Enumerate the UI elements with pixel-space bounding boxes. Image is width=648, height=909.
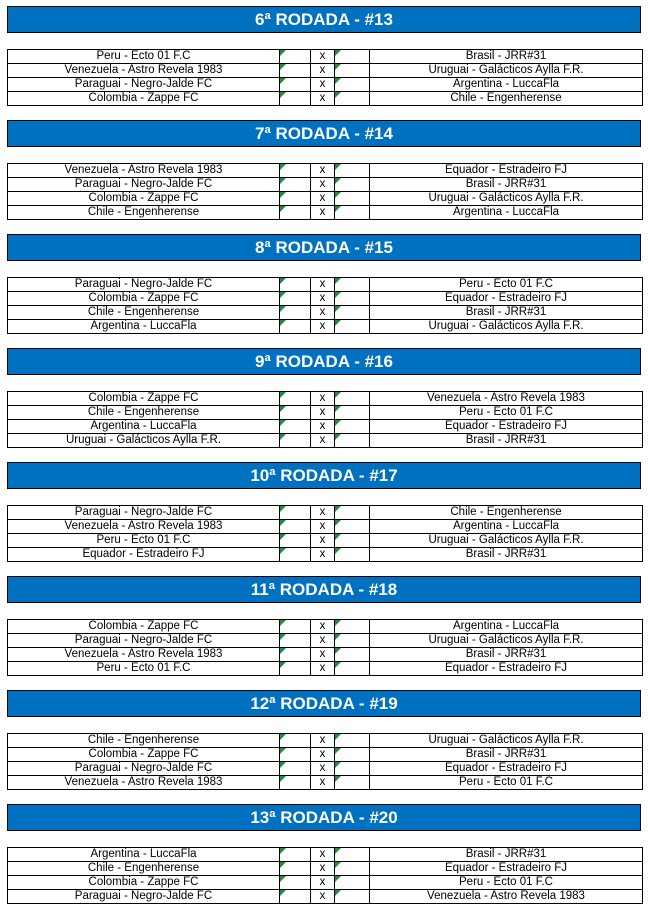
versus-cell: x bbox=[311, 548, 335, 562]
versus-cell: x bbox=[311, 306, 335, 320]
versus-cell: x bbox=[311, 50, 335, 64]
match-row bbox=[8, 634, 643, 648]
away-score-cell[interactable] bbox=[335, 164, 370, 178]
away-team-cell: Argentina - LuccaFla bbox=[370, 620, 643, 634]
match-row bbox=[8, 392, 643, 406]
home-score-cell[interactable] bbox=[280, 748, 311, 762]
home-team-cell: Venezuela - Astro Revela 1983 bbox=[8, 520, 280, 534]
away-score-cell[interactable] bbox=[335, 392, 370, 406]
versus-cell: x bbox=[311, 278, 335, 292]
versus-cell: x bbox=[311, 534, 335, 548]
away-team-cell: Brasil - JRR#31 bbox=[370, 178, 643, 192]
home-score-cell[interactable] bbox=[280, 278, 311, 292]
away-score-cell[interactable] bbox=[335, 50, 370, 64]
match-row bbox=[8, 520, 643, 534]
away-team-cell: Equador - Estradeiro FJ bbox=[370, 762, 643, 776]
home-score-cell[interactable] bbox=[280, 92, 311, 106]
away-score-cell[interactable] bbox=[335, 890, 370, 904]
home-score-cell[interactable] bbox=[280, 762, 311, 776]
home-score-cell[interactable] bbox=[280, 392, 311, 406]
home-team-cell: Chile - Engenherense bbox=[8, 862, 280, 876]
away-score-cell[interactable] bbox=[335, 634, 370, 648]
round-title: 6ª RODADA - #13 bbox=[7, 6, 641, 33]
away-score-cell[interactable] bbox=[335, 620, 370, 634]
away-team-cell: Uruguai - Galácticos Aylla F.R. bbox=[370, 734, 643, 748]
home-score-cell[interactable] bbox=[280, 178, 311, 192]
versus-cell: x bbox=[311, 890, 335, 904]
home-team-cell: Argentina - LuccaFla bbox=[8, 848, 280, 862]
away-score-cell[interactable] bbox=[335, 320, 370, 334]
home-team-cell: Argentina - LuccaFla bbox=[8, 320, 280, 334]
matches-table bbox=[7, 49, 643, 106]
versus-cell: x bbox=[311, 164, 335, 178]
home-team-cell: Colombia - Zappe FC bbox=[8, 392, 280, 406]
away-score-cell[interactable] bbox=[335, 762, 370, 776]
home-team-cell: Paraguai - Negro-Jalde FC bbox=[8, 506, 280, 520]
away-team-cell: Peru - Ecto 01 F.C bbox=[370, 406, 643, 420]
match-row bbox=[8, 762, 643, 776]
home-team-cell: Paraguai - Negro-Jalde FC bbox=[8, 178, 280, 192]
home-score-cell[interactable] bbox=[280, 734, 311, 748]
away-team-cell: Venezuela - Astro Revela 1983 bbox=[370, 890, 643, 904]
away-score-cell[interactable] bbox=[335, 92, 370, 106]
versus-cell: x bbox=[311, 620, 335, 634]
home-team-cell: Paraguai - Negro-Jalde FC bbox=[8, 762, 280, 776]
away-team-cell: Argentina - LuccaFla bbox=[370, 520, 643, 534]
home-score-cell[interactable] bbox=[280, 776, 311, 790]
match-row bbox=[8, 662, 643, 676]
versus-cell: x bbox=[311, 64, 335, 78]
away-team-cell: Uruguai - Galácticos Aylla F.R. bbox=[370, 534, 643, 548]
home-team-cell: Venezuela - Astro Revela 1983 bbox=[8, 64, 280, 78]
versus-cell: x bbox=[311, 876, 335, 890]
match-row bbox=[8, 64, 643, 78]
home-team-cell: Venezuela - Astro Revela 1983 bbox=[8, 648, 280, 662]
home-score-cell[interactable] bbox=[280, 434, 311, 448]
home-score-cell[interactable] bbox=[280, 534, 311, 548]
home-score-cell[interactable] bbox=[280, 648, 311, 662]
away-score-cell[interactable] bbox=[335, 734, 370, 748]
home-team-cell: Argentina - LuccaFla bbox=[8, 420, 280, 434]
away-score-cell[interactable] bbox=[335, 862, 370, 876]
home-team-cell: Peru - Ecto 01 F.C bbox=[8, 662, 280, 676]
match-row bbox=[8, 862, 643, 876]
away-team-cell: Brasil - JRR#31 bbox=[370, 648, 643, 662]
versus-cell: x bbox=[311, 420, 335, 434]
versus-cell: x bbox=[311, 520, 335, 534]
round-title: 12ª RODADA - #19 bbox=[7, 690, 641, 717]
away-score-cell[interactable] bbox=[335, 534, 370, 548]
match-row bbox=[8, 890, 643, 904]
away-team-cell: Brasil - JRR#31 bbox=[370, 548, 643, 562]
home-score-cell[interactable] bbox=[280, 662, 311, 676]
away-team-cell: Brasil - JRR#31 bbox=[370, 848, 643, 862]
match-row bbox=[8, 178, 643, 192]
away-score-cell[interactable] bbox=[335, 278, 370, 292]
match-row bbox=[8, 748, 643, 762]
match-row bbox=[8, 420, 643, 434]
match-row bbox=[8, 406, 643, 420]
away-score-cell[interactable] bbox=[335, 548, 370, 562]
match-row bbox=[8, 92, 643, 106]
home-team-cell: Peru - Ecto 01 F.C bbox=[8, 534, 280, 548]
match-row bbox=[8, 648, 643, 662]
home-team-cell: Colombia - Zappe FC bbox=[8, 876, 280, 890]
home-score-cell[interactable] bbox=[280, 634, 311, 648]
versus-cell: x bbox=[311, 762, 335, 776]
home-score-cell[interactable] bbox=[280, 862, 311, 876]
match-row bbox=[8, 620, 643, 634]
match-row bbox=[8, 206, 643, 220]
matches-table bbox=[7, 391, 643, 448]
away-team-cell: Uruguai - Galácticos Aylla F.R. bbox=[370, 634, 643, 648]
away-team-cell: Uruguai - Galácticos Aylla F.R. bbox=[370, 320, 643, 334]
matches-table bbox=[7, 277, 643, 334]
away-team-cell: Chile - Engenherense bbox=[370, 92, 643, 106]
away-score-cell[interactable] bbox=[335, 776, 370, 790]
match-row bbox=[8, 848, 643, 862]
match-row bbox=[8, 506, 643, 520]
match-row bbox=[8, 78, 643, 92]
home-team-cell: Venezuela - Astro Revela 1983 bbox=[8, 776, 280, 790]
versus-cell: x bbox=[311, 734, 335, 748]
versus-cell: x bbox=[311, 662, 335, 676]
match-row bbox=[8, 278, 643, 292]
versus-cell: x bbox=[311, 92, 335, 106]
match-row bbox=[8, 192, 643, 206]
versus-cell: x bbox=[311, 178, 335, 192]
matches-table bbox=[7, 847, 643, 904]
away-score-cell[interactable] bbox=[335, 648, 370, 662]
home-score-cell[interactable] bbox=[280, 876, 311, 890]
match-row bbox=[8, 292, 643, 306]
home-team-cell: Peru - Ecto 01 F.C bbox=[8, 50, 280, 64]
home-score-cell[interactable] bbox=[280, 292, 311, 306]
away-score-cell[interactable] bbox=[335, 520, 370, 534]
home-score-cell[interactable] bbox=[280, 406, 311, 420]
away-score-cell[interactable] bbox=[335, 292, 370, 306]
away-team-cell: Argentina - LuccaFla bbox=[370, 206, 643, 220]
match-row bbox=[8, 50, 643, 64]
away-team-cell: Brasil - JRR#31 bbox=[370, 50, 643, 64]
away-score-cell[interactable] bbox=[335, 406, 370, 420]
home-team-cell: Chile - Engenherense bbox=[8, 206, 280, 220]
versus-cell: x bbox=[311, 848, 335, 862]
versus-cell: x bbox=[311, 78, 335, 92]
away-score-cell[interactable] bbox=[335, 64, 370, 78]
home-team-cell: Colombia - Zappe FC bbox=[8, 748, 280, 762]
home-score-cell[interactable] bbox=[280, 164, 311, 178]
versus-cell: x bbox=[311, 392, 335, 406]
home-score-cell[interactable] bbox=[280, 420, 311, 434]
away-score-cell[interactable] bbox=[335, 434, 370, 448]
match-row bbox=[8, 734, 643, 748]
away-team-cell: Brasil - JRR#31 bbox=[370, 306, 643, 320]
round-title: 9ª RODADA - #16 bbox=[7, 348, 641, 375]
away-team-cell: Brasil - JRR#31 bbox=[370, 748, 643, 762]
away-team-cell: Brasil - JRR#31 bbox=[370, 434, 643, 448]
home-team-cell: Uruguai - Galácticos Aylla F.R. bbox=[8, 434, 280, 448]
home-team-cell: Chile - Engenherense bbox=[8, 306, 280, 320]
home-team-cell: Paraguai - Negro-Jalde FC bbox=[8, 634, 280, 648]
home-team-cell: Paraguai - Negro-Jalde FC bbox=[8, 278, 280, 292]
match-row bbox=[8, 320, 643, 334]
home-score-cell[interactable] bbox=[280, 192, 311, 206]
match-row bbox=[8, 164, 643, 178]
away-score-cell[interactable] bbox=[335, 420, 370, 434]
versus-cell: x bbox=[311, 192, 335, 206]
away-score-cell[interactable] bbox=[335, 206, 370, 220]
match-row bbox=[8, 306, 643, 320]
versus-cell: x bbox=[311, 748, 335, 762]
away-score-cell[interactable] bbox=[335, 876, 370, 890]
home-score-cell[interactable] bbox=[280, 78, 311, 92]
home-score-cell[interactable] bbox=[280, 206, 311, 220]
home-score-cell[interactable] bbox=[280, 320, 311, 334]
away-score-cell[interactable] bbox=[335, 848, 370, 862]
home-score-cell[interactable] bbox=[280, 50, 311, 64]
away-team-cell: Uruguai - Galácticos Aylla F.R. bbox=[370, 64, 643, 78]
home-score-cell[interactable] bbox=[280, 548, 311, 562]
versus-cell: x bbox=[311, 320, 335, 334]
versus-cell: x bbox=[311, 634, 335, 648]
home-score-cell[interactable] bbox=[280, 620, 311, 634]
matches-table bbox=[7, 733, 643, 790]
away-score-cell[interactable] bbox=[335, 192, 370, 206]
versus-cell: x bbox=[311, 406, 335, 420]
home-team-cell: Colombia - Zappe FC bbox=[8, 292, 280, 306]
away-team-cell: Uruguai - Galácticos Aylla F.R. bbox=[370, 192, 643, 206]
matches-table bbox=[7, 163, 643, 220]
home-score-cell[interactable] bbox=[280, 64, 311, 78]
versus-cell: x bbox=[311, 206, 335, 220]
away-team-cell: Chile - Engenherense bbox=[370, 506, 643, 520]
home-team-cell: Paraguai - Negro-Jalde FC bbox=[8, 78, 280, 92]
away-team-cell: Equador - Estradeiro FJ bbox=[370, 164, 643, 178]
match-row bbox=[8, 534, 643, 548]
away-score-cell[interactable] bbox=[335, 178, 370, 192]
match-row bbox=[8, 776, 643, 790]
away-score-cell[interactable] bbox=[335, 506, 370, 520]
away-team-cell: Peru - Ecto 01 F.C bbox=[370, 776, 643, 790]
home-team-cell: Paraguai - Negro-Jalde FC bbox=[8, 890, 280, 904]
home-score-cell[interactable] bbox=[280, 520, 311, 534]
away-team-cell: Equador - Estradeiro FJ bbox=[370, 662, 643, 676]
round-title: 13ª RODADA - #20 bbox=[7, 804, 641, 831]
home-team-cell: Venezuela - Astro Revela 1983 bbox=[8, 164, 280, 178]
versus-cell: x bbox=[311, 862, 335, 876]
round-title: 7ª RODADA - #14 bbox=[7, 120, 641, 147]
home-team-cell: Chile - Engenherense bbox=[8, 406, 280, 420]
versus-cell: x bbox=[311, 292, 335, 306]
away-score-cell[interactable] bbox=[335, 306, 370, 320]
round-title: 10ª RODADA - #17 bbox=[7, 462, 641, 489]
away-score-cell[interactable] bbox=[335, 748, 370, 762]
home-team-cell: Colombia - Zappe FC bbox=[8, 92, 280, 106]
home-team-cell: Chile - Engenherense bbox=[8, 734, 280, 748]
away-team-cell: Argentina - LuccaFla bbox=[370, 78, 643, 92]
away-team-cell: Equador - Estradeiro FJ bbox=[370, 862, 643, 876]
home-team-cell: Colombia - Zappe FC bbox=[8, 620, 280, 634]
versus-cell: x bbox=[311, 648, 335, 662]
versus-cell: x bbox=[311, 776, 335, 790]
match-row bbox=[8, 876, 643, 890]
match-row bbox=[8, 434, 643, 448]
home-score-cell[interactable] bbox=[280, 848, 311, 862]
matches-table bbox=[7, 619, 643, 676]
round-title: 11ª RODADA - #18 bbox=[7, 576, 641, 603]
away-team-cell: Equador - Estradeiro FJ bbox=[370, 420, 643, 434]
matches-table bbox=[7, 505, 643, 562]
away-score-cell[interactable] bbox=[335, 662, 370, 676]
round-title: 8ª RODADA - #15 bbox=[7, 234, 641, 261]
away-team-cell: Peru - Ecto 01 F.C bbox=[370, 876, 643, 890]
home-team-cell: Colombia - Zappe FC bbox=[8, 192, 280, 206]
away-team-cell: Equador - Estradeiro FJ bbox=[370, 292, 643, 306]
away-team-cell: Venezuela - Astro Revela 1983 bbox=[370, 392, 643, 406]
versus-cell: x bbox=[311, 434, 335, 448]
home-score-cell[interactable] bbox=[280, 306, 311, 320]
away-score-cell[interactable] bbox=[335, 78, 370, 92]
away-team-cell: Peru - Ecto 01 F.C bbox=[370, 278, 643, 292]
versus-cell: x bbox=[311, 506, 335, 520]
home-score-cell[interactable] bbox=[280, 890, 311, 904]
home-score-cell[interactable] bbox=[280, 506, 311, 520]
home-team-cell: Equador - Estradeiro FJ bbox=[8, 548, 280, 562]
match-row bbox=[8, 548, 643, 562]
